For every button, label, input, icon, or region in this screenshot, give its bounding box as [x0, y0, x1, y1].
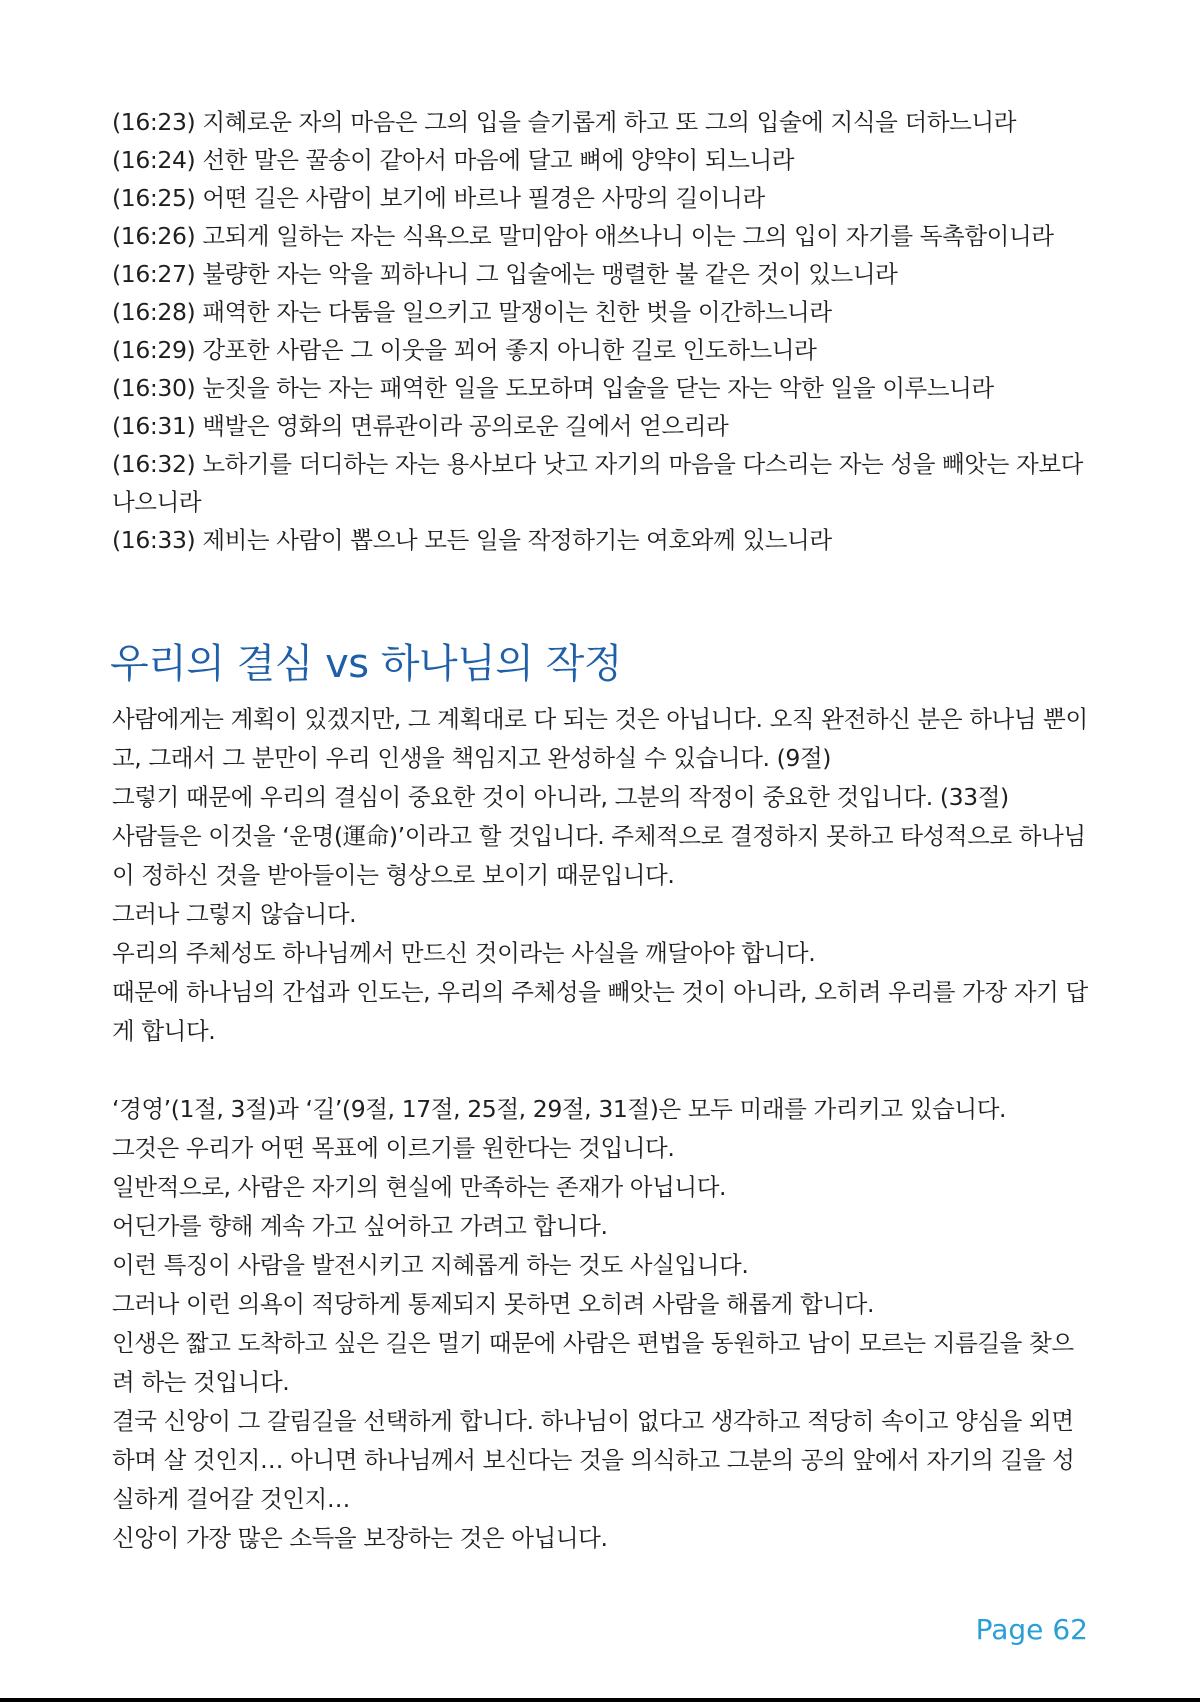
paragraph: 때문에 하나님의 간섭과 인도는, 우리의 주체성을 빼앗는 것이 아니라, 오히려 우리를 가장 자기 답게 합니다. — [112, 978, 1088, 1045]
page-label: Page — [975, 1613, 1044, 1646]
verse-16-33: (16:33) 제비는 사람이 뽑으나 모든 일을 작정하기는 여호와께 있느니라 — [112, 526, 832, 554]
verse-16-30: (16:30) 눈짓을 하는 자는 패역한 일을 도모하며 입술을 닫는 자는 악한 일을 이루느니라 — [112, 374, 994, 402]
verse-16-31: (16:31) 백발은 영화의 면류관이라 공의로운 길에서 얻으리라 — [112, 412, 729, 440]
paragraph: 신앙이 가장 많은 소득을 보장하는 것은 아닙니다. — [112, 1524, 608, 1552]
paragraph: 이런 특징이 사람을 발전시키고 지혜롭게 하는 것도 사실입니다. — [112, 1251, 749, 1279]
paragraph: 그것은 우리가 어떤 목표에 이르기를 원한다는 것입니다. — [112, 1134, 675, 1162]
verse-16-28: (16:28) 패역한 자는 다툼을 일으키고 말쟁이는 친한 벗을 이간하느니라 — [112, 298, 832, 326]
verse-16-25: (16:25) 어떤 길은 사람이 보기에 바르나 필경은 사망의 길이니라 — [112, 184, 765, 212]
verse-16-27: (16:27) 불량한 자는 악을 꾀하나니 그 입술에는 맹렬한 불 같은 것이 있느니라 — [112, 260, 898, 288]
paragraph: 어딘가를 향해 계속 가고 싶어하고 가려고 합니다. — [112, 1212, 608, 1240]
paragraph: 그렇기 때문에 우리의 결심이 중요한 것이 아니라, 그분의 작정이 중요한 것입니다. (33절) — [112, 783, 1009, 811]
verse-16-26: (16:26) 고되게 일하는 자는 식욕으로 말미암아 애쓰나니 이는 그의 입이 자기를 독촉함이니라 — [112, 222, 1054, 250]
paragraph: 그러나 그렇지 않습니다. — [112, 900, 357, 928]
verse-16-32: (16:32) 노하기를 더디하는 자는 용사보다 낫고 자기의 마음을 다스리는 자는 성을 빼앗는 자보다 나으니라 — [112, 450, 1083, 516]
paragraph: 인생은 짧고 도착하고 싶은 길은 멀기 때문에 사람은 편법을 동원하고 남이 모르는 지름길을 찾으려 하는 것입니다. — [112, 1329, 1074, 1396]
verse-16-24: (16:24) 선한 말은 꿀송이 같아서 마음에 달고 뼈에 양약이 되느니라 — [112, 146, 795, 174]
paragraph: 사람에게는 계획이 있겠지만, 그 계획대로 다 되는 것은 아닙니다. 오직 완전하신 분은 하나님 뿐이고, 그래서 그 분만이 우리 인생을 책임지고 완성하실 수 있습니다. (9절) — [112, 705, 1088, 772]
paragraph-spacer — [112, 1051, 1092, 1090]
paragraph: 결국 신앙이 그 갈림길을 선택하게 합니다. 하나님이 없다고 생각하고 적당히 속이고 양심을 외면하며 살 것인지… 아니면 하나님께서 보신다는 것을 의식하고 그분의 공의 앞에서 자기의 길을 성실하게 걸어갈 것인지… — [112, 1407, 1075, 1513]
page-number — [976, 1612, 1088, 1648]
bottom-divider — [0, 1698, 1200, 1702]
section-body — [112, 700, 1092, 1558]
verse-list — [112, 103, 1102, 559]
page-number-value: 62 — [1052, 1613, 1088, 1646]
paragraph: 일반적으로, 사람은 자기의 현실에 만족하는 존재가 아닙니다. — [112, 1173, 727, 1201]
paragraph: 우리의 주체성도 하나님께서 만드신 것이라는 사실을 깨달아야 합니다. — [112, 939, 816, 967]
paragraph: ‘경영’(1절, 3절)과 ‘길’(9절, 17절, 25절, 29절, 31절)은 모두 미래를 가리키고 있습니다. — [112, 1095, 1007, 1123]
paragraph: 그러나 이런 의욕이 적당하게 통제되지 못하면 오히려 사람을 해롭게 합니다. — [112, 1290, 875, 1318]
verse-16-29: (16:29) 강포한 사람은 그 이웃을 꾀어 좋지 아니한 길로 인도하느니라 — [112, 336, 817, 364]
verse-16-23: (16:23) 지혜로운 자의 마음은 그의 입을 슬기롭게 하고 또 그의 입술에 지식을 더하느니라 — [112, 108, 1017, 136]
section-heading: 우리의 결심 vs 하나님의 작정 — [110, 641, 622, 687]
paragraph: 사람들은 이것을 ‘운명(運命)’이라고 할 것입니다. 주체적으로 결정하지 못하고 타성적으로 하나님이 정하신 것을 받아들이는 형상으로 보이기 때문입니다. — [112, 822, 1086, 889]
